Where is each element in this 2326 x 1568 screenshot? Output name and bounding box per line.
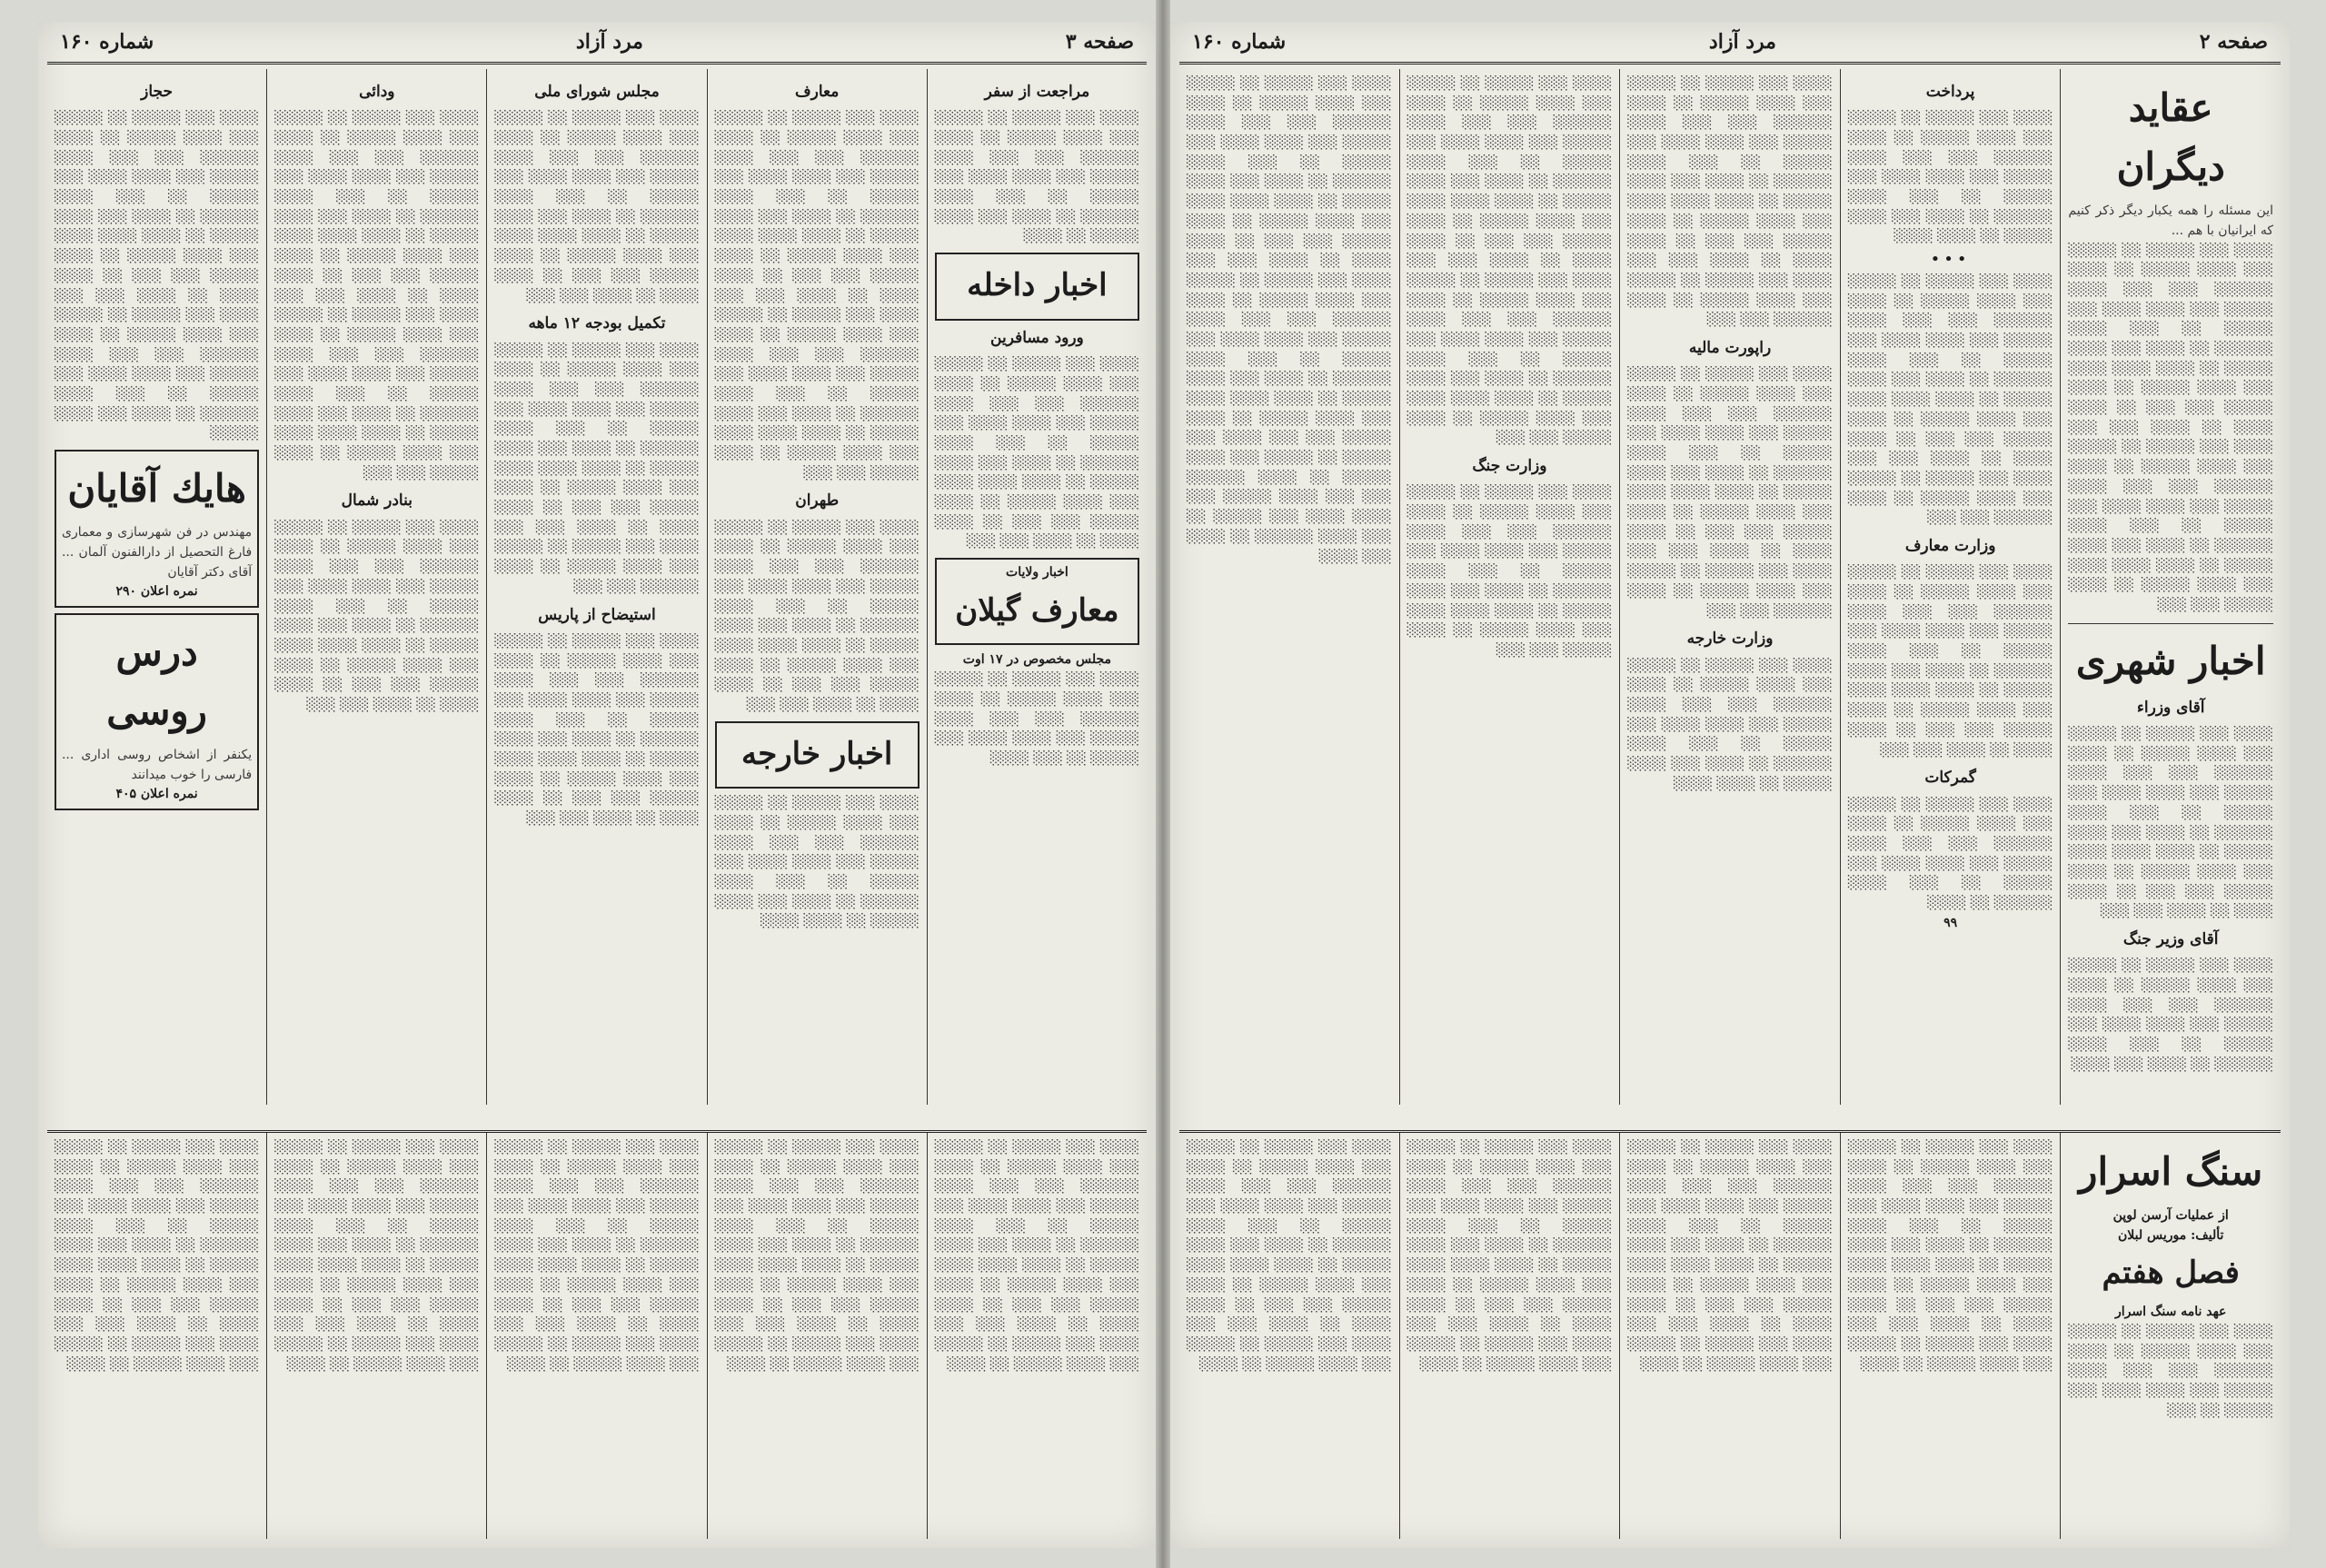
article-columns — [47, 69, 1147, 1105]
body-text: ░░░░ ░░░ ░░░░░ ░░ ░░░░░ ░░░ ░░░░ ░░░░░ ░░ ░░░░ ░░░░░░ ░░░ ░░░ ░░░░ ░░░░░ ░░░ ░░░░ ░░░░ ░░░ ░░░░░ ░░ ░░░ ░░░░ ░░░░░░ ░░ ░░░░ ░░░ ░░░░ ░░░░░ ░░ ░░░░ ░░░░ ░░░░ ░░░ ░░░░ ░░░░░ ░░ ░░░░ ░░░░░ ░░░ ░░░ ░░ ░░░░ ░░░░ ░░ ░░░░ ░░░ ░░░ — [494, 633, 700, 827]
body-text: ░░░░ ░░░ ░░░░░ ░░ ░░░░░ ░░░ ░░░░ ░░░░░ ░░ ░░░░ ░░░░░░ ░░░ ░░░ ░░░░ ░░░░░ ░░░ ░░░░ ░░░░ ░░░ ░░░░░ ░░ ░░░ ░░░░ ░░░░░░ ░░ ░░░░ ░░░ ░░░░ ░░░░░ ░░ ░░░░ ░░░░ ░░░░ ░░░ ░░░░ ░░░░░ ░░ ░░░░ ░░░░░ ░░░ ░░░ ░░ ░░░░ ░░░░ ░░ ░░░░ ░░░ ░░░ — [2068, 727, 2273, 919]
hayk-ad-number: نمره اعلان ۲۹۰ — [115, 584, 198, 600]
serial-column-2: ░░░░ ░░░ ░░░░░ ░░ ░░░░░ ░░░ ░░░░ ░░░░░ ░░ ░░░░ ░░░░░░ ░░░ ░░░ ░░░░ ░░░░░ ░░░ ░░░░ ░░░░ ░░░ ░░░░░ ░░ ░░░ ░░░░ ░░░░░░ ░░ ░░░░ ░░░ ░░░░ ░░░░░ ░░ ░░░░ ░░░░ ░░░░ ░░░ ░░░░ ░░░░░ ░░ ░░░░ ░░░░░ ░░░ ░░░ ░░ ░░░░ ░░░░ ░░ ░░░░ ░░░ ░░░ ░░░░ ░░░ ░░░░░ ░░ ░░░░░ ░░░ ░░░░ ░░░░░ ░░ ░░░░ — [707, 1133, 927, 1539]
domestic-news-headline: اخبار داخله — [967, 267, 1108, 304]
lesson-headline: درس روسی — [106, 629, 207, 733]
section-heading: طهران — [795, 491, 840, 511]
secret-author: از عملیات آرسن لوپن — [2112, 1208, 2229, 1224]
section-heading: مراجعت از سفر — [984, 83, 1090, 101]
issue-number: شماره ۱۶۰ — [60, 30, 154, 54]
column-3 — [1619, 69, 1840, 1105]
body-text: ░░░░ ░░░ ░░░░░ ░░ ░░░░░ ░░░ ░░░░ ░░░░░ ░░ ░░░░ ░░░░░░ ░░░ ░░░ ░░░░ ░░░░░ ░░░ ░░░░ ░░░░ ░░░ ░░░░░ ░░ ░░░ ░░░░ ░░░░░░ ░░ ░░░░ ░░░ ░░░░ ░░░░░ ░░ ░░░░ ░░░░ ░░░░ ░░░ ░░░░ ░░░░░ ░░ ░░░░ ░░░░░ ░░░ ░░░ ░░ ░░░░ ░░░░ ░░ ░░░░ ░░░ ░░░ ░░░░ ░░░ ░░░░░ ░░ ░░░░░ ░░░ ░░░░ ░░░░░ ░░ ░░░░ ░░░░░░ ░░░ ░░░ ░░░░ ░░░░░ ░░░ ░░░░ ░░░░ ░░░ ░░░░░ ░░ ░░░ ░░░░ ░░░░░░ ░░ ░░░░ ░░░ ░░░░ ░░░░░ ░░ ░░░░ ░░░░ ░░░░ ░░░ ░░░░ ░░░░░ ░░ ░░░░ ░░░░░ ░░░ ░░░ — [274, 111, 480, 481]
section-heading: وزارت معارف — [1904, 536, 1996, 555]
column-3 — [486, 69, 706, 1105]
column-5 — [1179, 69, 1399, 1105]
section-heading: بنادر شمال — [341, 491, 413, 511]
body-text: ░░░░ ░░░ ░░░░░ ░░ ░░░░░ ░░░ ░░░░ ░░░░░ ░░ ░░░░ ░░░░░░ ░░░ ░░░ ░░░░ ░░░░░ ░░░ ░░░░ ░░░░ ░░░ ░░░░░ ░░ ░░░ ░░░░ ░░░░░░ ░░ ░░░░ ░░░ ░░░░ ░░░░░ ░░ ░░░░ ░░░░ ░░░░ ░░░ ░░░░ ░░░░░ ░░ ░░░░ ░░░░░ ░░░ ░░░ ░░ ░░░░ ░░░░ ░░ ░░░░ ░░░ ░░░ ░░░░ ░░░ ░░░░░ ░░ ░░░░░ ░░░ ░░░░ ░░░░░ ░░ ░░░░ ░░░░░░ ░░░ ░░░ — [1627, 76, 1833, 328]
page-number: صفحه ۳ — [1065, 30, 1134, 54]
body-text: ░░░░ ░░░ ░░░░░ ░░ ░░░░░ ░░░ ░░░░ ░░░░░ ░░ ░░░░ ░░░░░░ ░░░ ░░░ ░░░░ ░░░░░ ░░░ ░░░░ ░░░░ ░░░ ░░░░░ ░░ ░░░ ░░░░ ░░░░░░ ░░ ░░░░ ░░░ ░░░░ ░░░░░ ░░ ░░░░ ░░░░ — [1627, 658, 1833, 791]
foreign-note: مجلس مخصوص در ۱۷ اوت — [962, 652, 1112, 668]
city-news-headline: اخبار شهری — [2075, 638, 2266, 683]
section-heading: گمرکات — [1924, 769, 1976, 788]
newspaper-page-3 — [38, 22, 1156, 1548]
section-heading: آقای وزراء — [2136, 698, 2205, 717]
column-4 — [266, 69, 486, 1105]
article-columns — [1179, 69, 2281, 1105]
column-5 — [47, 69, 266, 1105]
body-text: ░░░░ ░░░ ░░░░░ ░░ ░░░░░ ░░░ ░░░░ ░░░░░ ░░ ░░░░ ░░░░░░ ░░░ ░░░ ░░░░ ░░░░░ ░░░ ░░░░ ░░░░ ░░░ ░░░░░ ░░ ░░░ ░░░░ ░░░░░░ ░░ ░░░░ ░░░ ░░░░ ░░░░░ ░░ ░░░░ ░░░░ ░░░░ ░░░ ░░░░ ░░░░░ ░░ ░░░░ ░░░░░ ░░░ ░░░ ░░ ░░░░ ░░░░ ░░ ░░░░ ░░░ ░░░ — [934, 357, 1139, 550]
section-heading: وزارت خارجه — [1686, 630, 1774, 649]
section-heading: مجلس شورای ملی — [534, 83, 660, 101]
body-text: ░░░░ ░░░ ░░░░░ ░░ ░░░░░ ░░░ ░░░░ ░░░░░ ░░ ░░░░ ░░░░░░ ░░░ ░░░ ░░░░ ░░░░░ ░░░ ░░░░ ░░░░ ░░░ ░░░░░ ░░ ░░░ ░░░░ ░░░░░░ ░░ ░░░░ ░░░ ░░░░ ░░░░░ ░░ ░░░░ ░░░░ ░░░░ ░░░ ░░░░ ░░░░░ ░░ ░░░░ ░░░░░ ░░░ ░░░ ░░ ░░░░ ░░░░ ░░ ░░░░ ░░░ ░░░ — [1847, 565, 2053, 758]
column-1 — [2060, 69, 2281, 1105]
column-2: پرداخت ░░░░ ░░░ ░░░░░ ░░ ░░░░░ ░░░ ░░░░ ░░░░░ ░░ ░░░░ ░░░░░░ ░░░ ░░░ ░░░░ ░░░░░ ░░░ ░░░░ ░░░░ ░░░ ░░░░░ ░░ ░░░ ░░░░ ░░░░░░ ░░ ░░░░ ░░░ ░░░░ ░░░░░ ░░ ░░░░ ░░░░ ••• ░░░░ ░░░ ░░░░░ ░░ ░░░░░ ░░░ ░░░░ ░░░░░ ░░ ░░░░ ░░░░░░ ░░░ ░░░ ░░░░ ░░░░░ ░░░ ░░░░ ░░░░ ░░░ ░░░░░ ░░ ░░░ ░░░░ ░░░░░░ ░░ ░░░░ ░░░ ░░░░ ░░░░░ ░░ ░░░░ ░░░░ ░░░░ ░░░ ░░░░ ░░░░░ ░░ ░░░░ ░░░░░ ░░░ ░░░ ░░ ░░░░ ░░░░ ░░ ░░░░ ░░░ ░░░ ░░░░ ░░░ ░░░░░ ░░ ░░░░░ ░░░ ░░░░ ░░░░░ ░░ ░░░░ ░░░░░░ ░░░ ░░░ وزارت معارف ░░░░ ░░░ ░░░░░ ░░ ░░░░░ ░░░ ░░░░ ░░░░░ ░░ ░░░░ ░░░░░░ ░░░ ░░░ ░░░░ ░░░░░ ░░░ ░░░░ ░░░░ ░░░ ░░░░░ ░░ ░░░ ░░░░ ░░░░░░ ░░ ░░░░ ░░░ ░░░░ ░░░░░ ░░ ░░░░ ░░░░ ░░░░ ░░░ ░░░░ ░░░░░ ░░ ░░░░ ░░░░░ ░░░ ░░░ ░░ ░░░░ ░░░░ ░░ ░░░░ ░░░ ░░░ گمرکات ░░░░ ░░░ ░░░░░ ░░ ░░░░░ ░░░ ░░░░ ░░░░░ ░░ ░░░░ ░░░░░░ ░░░ ░░░ ░░░░ ░░░░░ ░░░ ░░░░ ░░░░ ░░░ ░░░░░ ░░ ░░░ ░░░░ ░░░░░░ ░░ ░░░░ ۹۹ — [1840, 69, 2061, 1105]
section-heading: آقای وزیر جنگ — [2122, 929, 2219, 948]
body-text: ░░░░ ░░░ ░░░░░ ░░ ░░░░░ ░░░ ░░░░ ░░░░░ ░░ ░░░░ ░░░░░░ ░░░ ░░░ ░░░░ ░░░░░ ░░░ ░░░░ ░░░░ ░░░ ░░░░░ ░░ ░░░ ░░░░ ░░░░░░ ░░ ░░░░ ░░░ ░░░░ ░░░░░ ░░ ░░░░ ░░░░ ░░░░ ░░░ ░░░░ ░░░░░ ░░ ░░░░ ░░░░░ ░░░ ░░░ ░░ ░░░░ ░░░░ ░░ ░░░░ ░░░ ░░░ — [274, 520, 480, 712]
provinces-box — [935, 558, 1139, 645]
secret-stone-headline: سنگ اسرار — [2079, 1149, 2263, 1194]
body-text: ░░░░ ░░░ ░░░░░ ░░ ░░░░░ ░░░ ░░░░ ░░░░░ ░░ ░░░░ ░░░░░░ ░░░ ░░░ ░░░░ ░░░░░ ░░░ ░░░░ ░░░░ ░░░ ░░░░░ ░░ ░░░ ░░░░ ░░░░░░ ░░ ░░░░ ░░░ ░░░░ ░░░░░ ░░ ░░░░ — [934, 111, 1139, 244]
serial-column-1: سنگ اسرار از عملیات آرسن لوپن تألیف: موریس لبلان فصل هفتم عهد نامه سنگ اسرار ░░░░ ░░░ ░░░░░ ░░ ░░░░░ ░░░ ░░░░ ░░░░░ ░░ ░░░░ ░░░░░░ ░░░ ░░░ ░░░░ ░░░░░ ░░░ ░░░░ ░░░░ ░░░ ░░░░░ ░░ ░░░ — [2060, 1133, 2281, 1539]
body-text: ░░░░ ░░░ ░░░░░ ░░ ░░░░░ ░░░ ░░░░ ░░░░░ ░░ ░░░░ ░░░░░░ ░░░ ░░░ ░░░░ ░░░░░ ░░░ ░░░░ ░░░░ ░░░ ░░░░░ ░░ ░░░ ░░░░ ░░░░░░ ░░ ░░░░ ░░░ ░░░░ ░░░░░ ░░ ░░░░ ░░░░ ░░░░ ░░░ ░░░░ ░░░░░ ░░ ░░░░ ░░░░░ ░░░ ░░░ ░░ ░░░░ ░░░░ ░░ ░░░░ ░░░ ░░░ ░░░░ ░░░ ░░░░░ ░░ ░░░░░ ░░░ ░░░░ ░░░░░ ░░ ░░░░ ░░░░░░ ░░░ ░░░ ░░░░ ░░░░░ ░░░ ░░░░ ░░░░ ░░░ ░░░░░ ░░ ░░░ ░░░░ ░░░░░░ ░░ ░░░░ ░░░ ░░░░ ░░░░░ ░░ ░░░░ ░░░░ ░░░░ ░░░ ░░░░ ░░░░░ ░░ ░░░░ ░░░░░ ░░░ ░░░ — [714, 111, 919, 481]
ideas-headline: عقاید دیگران — [2116, 85, 2225, 190]
page-header — [1179, 22, 2281, 65]
section-heading: معارف — [795, 83, 840, 101]
body-text: ░░░░ ░░░ ░░░░░ ░░ ░░░░░ ░░░ ░░░░ ░░░░░ ░░ ░░░░ ░░░░░░ ░░░ ░░░ ░░░░ ░░░░░ ░░░ ░░░░ ░░░░ ░░░ ░░░░░ ░░ ░░░ ░░░░ ░░░░░░ ░░ ░░░░ ░░░ ░░░░ ░░░░░ ░░ ░░░░ ░░░░ ░░░░ ░░░ ░░░░ ░░░░░ ░░ ░░░░ ░░░░░ ░░░ ░░░ ░░ ░░░░ ░░░░ ░░ ░░░░ ░░░ ░░░ — [714, 520, 919, 712]
body-text: ░░░░ ░░░ ░░░░░ ░░ ░░░░░ ░░░ ░░░░ ░░░░░ ░░ ░░░░ ░░░░░░ ░░░ ░░░ ░░░░ ░░░░░ ░░░ ░░░░ ░░░░ ░░░ ░░░░░ ░░ ░░░ ░░░░ ░░░░░░ ░░ ░░░░ ░░░ ░░░░ ░░░░░ ░░ ░░░░ ░░░░ — [1847, 111, 2053, 244]
body-text: ░░░░ ░░░ ░░░░░ ░░ ░░░░░ ░░░ ░░░░ ░░░░░ ░░ ░░░░ ░░░░░░ ░░░ ░░░ ░░░░ ░░░░░ ░░░ ░░░░ ░░░░ ░░░ ░░░░░ ░░ ░░░ ░░░░ ░░░░░░ ░░ ░░░░ ░░░ ░░░░ ░░░░░ ░░ ░░░░ ░░░░ ░░░░ ░░░ ░░░░ ░░░░░ ░░ ░░░░ ░░░░░ ░░░ ░░░ ░░ ░░░░ ░░░░ ░░ ░░░░ ░░░ ░░░ ░░░░ ░░░ ░░░░░ ░░ ░░░░░ ░░░ ░░░░ ░░░░░ ░░ ░░░░ ░░░░░░ ░░░ ░░░ ░░░░ ░░░░░ ░░░ ░░░░ ░░░░ ░░░ ░░░░░ ░░ ░░░ ░░░░ ░░░░░░ ░░ ░░░░ ░░░ ░░░░ ░░░░░ ░░ ░░░░ ░░░░ ░░░░ ░░░ ░░░░ ░░░░░ ░░ ░░░░ ░░░░░ ░░░ ░░░ — [2068, 243, 2273, 612]
serial-column-5: ░░░░ ░░░ ░░░░░ ░░ ░░░░░ ░░░ ░░░░ ░░░░░ ░░ ░░░░ ░░░░░░ ░░░ ░░░ ░░░░ ░░░░░ ░░░ ░░░░ ░░░░ ░░░ ░░░░░ ░░ ░░░ ░░░░ ░░░░░░ ░░ ░░░░ ░░░ ░░░░ ░░░░░ ░░ ░░░░ ░░░░ ░░░░ ░░░ ░░░░ ░░░░░ ░░ ░░░░ ░░░░░ ░░░ ░░░ ░░ ░░░░ ░░░░ ░░ ░░░░ ░░░ ░░░ ░░░░ ░░░ ░░░░░ ░░ ░░░░░ ░░░ ░░░░ ░░░░░ ░░ ░░░░ — [1187, 1140, 1392, 1372]
hayk-body: مهندس در فن شهرسازی و معماری فارغ التحصیل از دارالفنون آلمان ... آقای دکتر آقایان — [61, 525, 253, 580]
book-gutter — [1156, 0, 1170, 1568]
secret-chapter: فصل هفتم — [2102, 1255, 2240, 1292]
serial-column-4: ░░░░ ░░░ ░░░░░ ░░ ░░░░░ ░░░ ░░░░ ░░░░░ ░░ ░░░░ ░░░░░░ ░░░ ░░░ ░░░░ ░░░░░ ░░░ ░░░░ ░░░░ ░░░ ░░░░░ ░░ ░░░ ░░░░ ░░░░░░ ░░ ░░░░ ░░░ ░░░░ ░░░░░ ░░ ░░░░ ░░░░ ░░░░ ░░░ ░░░░ ░░░░░ ░░ ░░░░ ░░░░░ ░░░ ░░░ ░░ ░░░░ ░░░░ ░░ ░░░░ ░░░ ░░░ ░░░░ ░░░ ░░░░░ ░░ ░░░░░ ░░░ ░░░░ ░░░░░ ░░ ░░░░ — [266, 1133, 486, 1539]
section-heading: حجاز — [141, 83, 174, 101]
serial-column-5: ░░░░ ░░░ ░░░░░ ░░ ░░░░░ ░░░ ░░░░ ░░░░░ ░░ ░░░░ ░░░░░░ ░░░ ░░░ ░░░░ ░░░░░ ░░░ ░░░░ ░░░░ ░░░ ░░░░░ ░░ ░░░ ░░░░ ░░░░░░ ░░ ░░░░ ░░░ ░░░░ ░░░░░ ░░ ░░░░ ░░░░ ░░░░ ░░░ ░░░░ ░░░░░ ░░ ░░░░ ░░░░░ ░░░ ░░░ ░░ ░░░░ ░░░░ ░░ ░░░░ ░░░ ░░░ ░░░░ ░░░ ░░░░░ ░░ ░░░░░ ░░░ ░░░░ ░░░░░ ░░ ░░░░ — [54, 1140, 260, 1372]
body-text: ░░░░ ░░░ ░░░░░ ░░ ░░░░░ ░░░ ░░░░ ░░░░░ ░░ ░░░░ ░░░░░░ ░░░ ░░░ ░░░░ ░░░░░ ░░░ ░░░░ ░░░░ ░░░ ░░░░░ ░░ ░░░ ░░░░ ░░░░░░ ░░ ░░░░ ░░░ ░░░░ ░░░░░ ░░ ░░░░ ░░░░ ░░░░ ░░░ ░░░░ ░░░░░ ░░ ░░░░ ░░░░░ ░░░ ░░░ ░░ ░░░░ ░░░░ ░░ ░░░░ ░░░ ░░░ ░░░░ ░░░ ░░░░░ ░░ ░░░░░ ░░░ ░░░░ ░░░░░ ░░ ░░░░ ░░░░░░ ░░░ ░░░ — [494, 342, 700, 594]
hayk-headline: هایك آقایان — [67, 466, 246, 511]
body-text: ░░░░ ░░░ ░░░░░ ░░ ░░░░░ ░░░ ░░░░ ░░░░░ ░░ ░░░░ ░░░░░░ ░░░ ░░░ ░░░░ ░░░░░ ░░░ ░░░░ ░░░░ ░░░ ░░░░░ ░░ ░░░ ░░░░ ░░░░░░ ░░ ░░░░ ░░░ ░░░░ ░░░░░ ░░ ░░░░ ░░░░ ░░░░ ░░░ ░░░░ ░░░░░ ░░ ░░░░ ░░░░░ ░░░ ░░░ ░░ ░░░░ ░░░░ ░░ ░░░░ ░░░ ░░░ ░░░░ ░░░ ░░░░░ ░░ ░░░░░ ░░░ ░░░░ ░░░░░ ░░ ░░░░ ░░░░░░ ░░░ ░░░ ░░░░ ░░░░░ ░░░ ░░░░ ░░░░ ░░░ ░░░░░ ░░ ░░░ ░░░░ ░░░░░░ ░░ ░░░░ ░░░ ░░░░ ░░░░░ — [54, 111, 260, 442]
serial-column-2: ░░░░ ░░░ ░░░░░ ░░ ░░░░░ ░░░ ░░░░ ░░░░░ ░░ ░░░░ ░░░░░░ ░░░ ░░░ ░░░░ ░░░░░ ░░░ ░░░░ ░░░░ ░░░ ░░░░░ ░░ ░░░ ░░░░ ░░░░░░ ░░ ░░░░ ░░░ ░░░░ ░░░░░ ░░ ░░░░ ░░░░ ░░░░ ░░░ ░░░░ ░░░░░ ░░ ░░░░ ░░░░░ ░░░ ░░░ ░░ ░░░░ ░░░░ ░░ ░░░░ ░░░ ░░░ ░░░░ ░░░ ░░░░░ ░░ ░░░░░ ░░░ ░░░░ ░░░░░ ░░ ░░░░ — [1840, 1133, 2061, 1539]
section-heading: ودائی — [359, 83, 395, 101]
foreign-news-box — [715, 721, 919, 789]
section-heading: تکمیل بودجه ۱۲ ماهه — [528, 314, 666, 333]
column-1 — [927, 69, 1147, 1105]
serial-column-3: ░░░░ ░░░ ░░░░░ ░░ ░░░░░ ░░░ ░░░░ ░░░░░ ░░ ░░░░ ░░░░░░ ░░░ ░░░ ░░░░ ░░░░░ ░░░ ░░░░ ░░░░ ░░░ ░░░░░ ░░ ░░░ ░░░░ ░░░░░░ ░░ ░░░░ ░░░ ░░░░ ░░░░░ ░░ ░░░░ ░░░░ ░░░░ ░░░ ░░░░ ░░░░░ ░░ ░░░░ ░░░░░ ░░░ ░░░ ░░ ░░░░ ░░░░ ░░ ░░░░ ░░░ ░░░ ░░░░ ░░░ ░░░░░ ░░ ░░░░░ ░░░ ░░░░ ░░░░░ ░░ ░░░░ — [486, 1133, 706, 1539]
body-text: ░░░░ ░░░ ░░░░░ ░░ ░░░░░ ░░░ ░░░░ ░░░░░ ░░ ░░░░ ░░░░░░ ░░░ ░░░ ░░░░ ░░░░░ ░░░ ░░░░ ░░░░ ░░░ ░░░░░ ░░ ░░░ ░░░░ ░░░░░░ ░░ ░░░░ ░░░ ░░░░ ░░░░░ ░░ ░░░░ ░░░░ ░░░░ ░░░ ░░░░ ░░░░░ ░░ ░░░░ ░░░░░ ░░░ ░░░ ░░ ░░░░ ░░░░ ░░ ░░░░ ░░░ ░░░ ░░░░ ░░░ ░░░░░ ░░ ░░░░░ ░░░ ░░░░ ░░░░░ ░░ ░░░░ ░░░░░░ ░░░ ░░░ ░░░░ ░░░░░ ░░░ ░░░░ ░░░░ ░░░ ░░░░░ ░░ ░░░ ░░░░ ░░░░░░ ░░ ░░░░ ░░░ ░░░░ ░░░░░ ░░ ░░░░ ░░░░ ░░░░ ░░░ ░░░░ ░░░░░ ░░ ░░░░ ░░░░░ ░░░ ░░░ — [1407, 76, 1613, 446]
body-text: ░░░░ ░░░ ░░░░░ ░░ ░░░░░ ░░░ ░░░░ ░░░░░ ░░ ░░░░ ░░░░░░ ░░░ ░░░ ░░░░ ░░░░░ ░░░ ░░░░ ░░░░ ░░░ ░░░░░ ░░ ░░░ ░░░░ ░░░░░░ ░░ ░░░░ ░░░ ░░░░ ░░░░░ ░░ ░░░░ ░░░░ ░░░░ ░░░ ░░░░ ░░░░░ ░░ ░░░░ ░░░░░ ░░░ ░░░ ░░ ░░░░ ░░░░ ░░ ░░░░ ░░░ ░░░ ░░░░ ░░░ ░░░░░ ░░ ░░░░░ ░░░ ░░░░ ░░░░░ ░░ ░░░░ ░░░░░░ ░░░ ░░░ — [1847, 274, 2053, 526]
serial-column-3: ░░░░ ░░░ ░░░░░ ░░ ░░░░░ ░░░ ░░░░ ░░░░░ ░░ ░░░░ ░░░░░░ ░░░ ░░░ ░░░░ ░░░░░ ░░░ ░░░░ ░░░░ ░░░ ░░░░░ ░░ ░░░ ░░░░ ░░░░░░ ░░ ░░░░ ░░░ ░░░░ ░░░░░ ░░ ░░░░ ░░░░ ░░░░ ░░░ ░░░░ ░░░░░ ░░ ░░░░ ░░░░░ ░░░ ░░░ ░░ ░░░░ ░░░░ ░░ ░░░░ ░░░ ░░░ ░░░░ ░░░ ░░░░░ ░░ ░░░░░ ░░░ ░░░░ ░░░░░ ░░ ░░░░ — [1619, 1133, 1840, 1539]
newspaper-page-2 — [1170, 22, 2290, 1548]
column-2 — [707, 69, 927, 1105]
secret-subtitle: عهد نامه سنگ اسرار — [2114, 1305, 2227, 1320]
foreign-news-headline: اخبار خارجه — [741, 735, 893, 772]
section-heading: ورود مسافرین — [990, 328, 1084, 347]
provinces-label: اخبار ولایات — [1006, 565, 1069, 581]
hayk-ad — [55, 450, 259, 608]
body-text: ░░░░ ░░░ ░░░░░ ░░ ░░░░░ ░░░ ░░░░ ░░░░░ ░░ ░░░░ ░░░░░░ ░░░ ░░░ ░░░░ ░░░░░ ░░░ ░░░░ ░░░░ ░░░ ░░░░░ ░░ ░░░ ░░░░ ░░░░░░ ░░ ░░░░ ░░░ ░░░░ ░░░░░ ░░ ░░░░ ░░░░ ░░░░ ░░░ ░░░░ ░░░░░ ░░ ░░░░ ░░░░░ ░░░ ░░░ ░░ ░░░░ ░░░░ ░░ ░░░░ ░░░ ░░░ ░░░░ ░░░ ░░░░░ ░░ ░░░░░ ░░░ ░░░░ ░░░░░ ░░ ░░░░ ░░░░░░ ░░░ ░░░ ░░░░ ░░░░░ ░░░ ░░░░ ░░░░ ░░░ ░░░░░ ░░ ░░░ ░░░░ ░░░░░░ ░░ ░░░░ ░░░ ░░░░ ░░░░░ ░░ ░░░░ ░░░░ ░░░░ ░░░ ░░░░ ░░░░░ ░░ ░░░░ ░░░░░ ░░░ ░░░ ░░░░ ░░░ ░░░░░ ░░ ░░░░░ ░░░ ░░░░ ░░░░░ ░░ ░░░░ ░░░░░░ ░░░ ░░░ ░░░░ ░░░░░ ░░░ ░░░░ ░░░░ ░░░ ░░░░░ ░░ ░░░ ░░░░ ░░░░░░ ░░ ░░░░ ░░░ ░░░░ — [1187, 76, 1392, 564]
serial-column-1: ░░░░ ░░░ ░░░░░ ░░ ░░░░░ ░░░ ░░░░ ░░░░░ ░░ ░░░░ ░░░░░░ ░░░ ░░░ ░░░░ ░░░░░ ░░░ ░░░░ ░░░░ ░░░ ░░░░░ ░░ ░░░ ░░░░ ░░░░░░ ░░ ░░░░ ░░░ ░░░░ ░░░░░ ░░ ░░░░ ░░░░ ░░░░ ░░░ ░░░░ ░░░░░ ░░ ░░░░ ░░░░░ ░░░ ░░░ ░░ ░░░░ ░░░░ ░░ ░░░░ ░░░ ░░░ ░░░░ ░░░ ░░░░░ ░░ ░░░░░ ░░░ ░░░░ ░░░░░ ░░ ░░░░ — [927, 1133, 1147, 1539]
paper-title: مرد آزاد — [575, 30, 643, 54]
section-heading: راپورت مالیه — [1688, 338, 1772, 357]
section-heading: وزارت جنگ — [1472, 457, 1547, 476]
body-text: ░░░░ ░░░ ░░░░░ ░░ ░░░░░ ░░░ ░░░░ ░░░░░ ░░ ░░░░ ░░░░░░ ░░░ ░░░ ░░░░ ░░░░░ ░░░ ░░░░ ░░░░ ░░░ ░░░░░ ░░ ░░░ ░░░░ ░░░░░░ ░░ ░░░░ ░░░ ░░░░ ░░░░░ ░░ ░░░░ ░░░░ ░░░░ ░░░ ░░░░ ░░░░░ ░░ ░░░░ ░░░░░ ░░░ ░░░ ░░ ░░░░ ░░░░ ░░ ░░░░ ░░░ ░░░ ░░░░ ░░░ ░░░░░ ░░ ░░░░░ ░░░ ░░░░ ░░░░░ ░░ ░░░░ ░░░░░░ ░░░ ░░░ — [1627, 367, 1833, 619]
lesson-ad — [55, 613, 259, 810]
lesson-ad-number: نمره اعلان ۴۰۵ — [115, 787, 198, 802]
domestic-news-box — [935, 253, 1139, 321]
body-text: ░░░░ ░░░ ░░░░░ ░░ ░░░░░ ░░░ ░░░░ ░░░░░ ░░ ░░░░ ░░░░░░ ░░░ ░░░ ░░░░ ░░░░░ ░░░ ░░░░ ░░░░ ░░░ ░░░░░ ░░ ░░░ ░░░░ ░░░░░░ ░░ ░░░░ ░░░ ░░░░ ░░░░░ ░░ ░░░░ ░░░░ ░░░░ ░░░ ░░░░ ░░░░░ ░░ ░░░░ ░░░░░ ░░░ ░░░ ░░ ░░░░ ░░░░ ░░ ░░░░ ░░░ ░░░ — [494, 111, 700, 303]
paper-title: مرد آزاد — [1708, 30, 1776, 54]
serial-section — [1179, 1130, 2281, 1539]
section-heading: استیضاح از پاریس — [538, 605, 656, 624]
lesson-body: یکنفر از اشخاص روسی اداری ... فارسی را خوب میدانند — [61, 748, 253, 782]
body-text: ░░░░ ░░░ ░░░░░ ░░ ░░░░░ ░░░ ░░░░ ░░░░░ ░░ ░░░░ ░░░░░░ ░░░ ░░░ ░░░░ ░░░░░ ░░░ ░░░░ ░░░░ ░░░ ░░░░░ ░░ ░░░ ░░░░ ░░░░░░ ░░ ░░░░ ░░░ ░░░░ — [2068, 958, 2273, 1072]
page-header — [47, 22, 1147, 65]
body-text: ░░░░ ░░░ ░░░░░ ░░ ░░░░░ ░░░ ░░░░ ░░░░░ ░░ ░░░░ ░░░░░░ ░░░ ░░░ ░░░░ ░░░░░ ░░░ ░░░░ ░░░░ ░░░ ░░░░░ ░░ ░░░ ░░░░ — [934, 672, 1139, 766]
column-4 — [1399, 69, 1620, 1105]
serial-column-4: ░░░░ ░░░ ░░░░░ ░░ ░░░░░ ░░░ ░░░░ ░░░░░ ░░ ░░░░ ░░░░░░ ░░░ ░░░ ░░░░ ░░░░░ ░░░ ░░░░ ░░░░ ░░░ ░░░░░ ░░ ░░░ ░░░░ ░░░░░░ ░░ ░░░░ ░░░ ░░░░ ░░░░░ ░░ ░░░░ ░░░░ ░░░░ ░░░ ░░░░ ░░░░░ ░░ ░░░░ ░░░░░ ░░░ ░░░ ░░ ░░░░ ░░░░ ░░ ░░░░ ░░░ ░░░ ░░░░ ░░░ ░░░░░ ░░ ░░░░░ ░░░ ░░░░ ░░░░░ ░░ ░░░░ — [1399, 1133, 1620, 1539]
section-heading: پرداخت — [1925, 83, 1975, 101]
serial-section — [47, 1130, 1147, 1539]
page-number: صفحه ۲ — [2199, 30, 2268, 54]
body-text: ░░░░ ░░░ ░░░░░ ░░ ░░░░░ ░░░ ░░░░ ░░░░░ ░░ ░░░░ ░░░░░░ ░░░ ░░░ ░░░░ ░░░░░ ░░░ ░░░░ ░░░░ ░░░ ░░░░░ ░░ ░░░ ░░░░ ░░░░░░ ░░ ░░░░ — [1847, 797, 2053, 910]
gilan-headline: معارف گیلان — [955, 591, 1119, 629]
secret-translator: تألیف: موریس لبلان — [2117, 1227, 2224, 1243]
issue-number: شماره ۱۶۰ — [1192, 30, 1287, 54]
body-text: ░░░░ ░░░ ░░░░░ ░░ ░░░░░ ░░░ ░░░░ ░░░░░ ░░ ░░░░ ░░░░░░ ░░░ ░░░ ░░░░ ░░░░░ ░░░ ░░░░ ░░░░ ░░░ ░░░░░ ░░ ░░░ ░░░░ ░░░░░░ ░░ ░░░░ ░░░ ░░░░ ░░░░░ ░░ ░░░░ ░░░░ ░░░░ ░░░ ░░░░ ░░░░░ ░░ ░░░░ ░░░░░ ░░░ ░░░ — [1407, 485, 1613, 658]
ideas-number: ۹۹ — [1943, 915, 1958, 930]
body-text: ░░░░ ░░░ ░░░░░ ░░ ░░░░░ ░░░ ░░░░ ░░░░░ ░░ ░░░░ ░░░░░░ ░░░ ░░░ ░░░░ ░░░░░ ░░░ ░░░░ ░░░░ ░░░ ░░░░░ ░░ ░░░ ░░░░ ░░░░░░ ░░ ░░░░ ░░░ ░░░░ ░░░░░ ░░ ░░░░ ░░░░ — [714, 796, 919, 929]
ideas-body: این مسئله را همه یکبار دیگر ذکر کنیم که ایرانیان با هم ... — [2068, 203, 2273, 238]
